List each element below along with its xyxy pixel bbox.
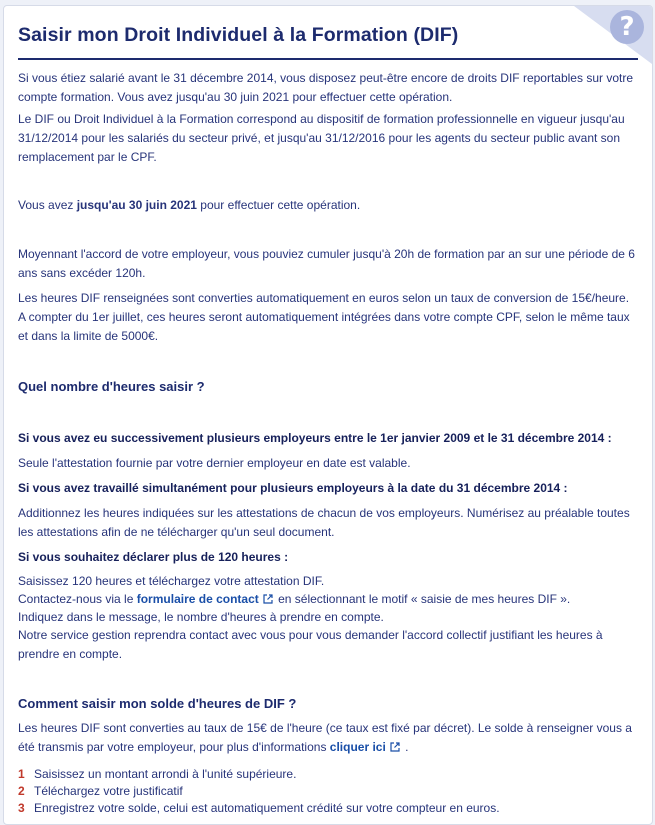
case2-title: Si vous avez travaillé simultanément pour plusieurs employeurs à la date du 31 décembre 2014 : (18, 481, 568, 495)
page-title: Saisir mon Droit Individuel à la Formation (DIF) (18, 24, 459, 46)
help-corner (572, 6, 652, 66)
case1-text: Seule l'attestation fournie par votre dernier employeur en date est valable. (18, 456, 411, 470)
intro-paragraph-4: Moyennant l'accord de votre employeur, vous pouviez cumuler jusqu'à 20h de formation par an sur une période de 6 ans sans excéder 120h. (18, 247, 635, 280)
intro-paragraph-2: Le DIF ou Droit Individuel à la Formation correspond au dispositif de formation professionnelle en vigueur jusqu'au 31/12/2014 pour les salariés du secteur privé, et jusqu'au 31/12/2016 pour les agents du secteur public avant son remplacement par le CPF. (18, 112, 625, 164)
contact-form-link[interactable]: formulaire de contact (136, 592, 259, 606)
intro-paragraph-1: Si vous étiez salarié avant le 31 décembre 2014, vous disposez peut-être encore de droits DIF reportables sur votre compte formation. Vous avez jusqu'au 30 juin 2021 pour effectuer cette opération. (18, 71, 633, 104)
case1-title: Si vous avez eu successivement plusieurs employeurs entre le 1er janvier 2009 et le 31 décembre 2014 : (18, 431, 612, 445)
intro-paragraph-5: Les heures DIF renseignées sont converties automatiquement en euros selon un taux de conversion de 15€/heure. A compter du 1er juillet, ces heures seront automatiquement intégrées dans votre compte CPF, selon le même taux et dans la limite de 5000€. (18, 291, 630, 343)
step-label: Téléchargez votre justificatif (34, 784, 183, 798)
case3-line1: Saisissez 120 heures et téléchargez votre attestation DIF. (18, 574, 325, 588)
balance-paragraph: Les heures DIF sont converties au taux de 15€ de l'heure (ce taux est fixé par décret). Le solde à renseigner vous a été transmis par votre employeur, pour plus d'informations cliquer ici . (18, 721, 632, 754)
step-number: 3 (18, 801, 25, 815)
step-label: Enregistrez votre solde, celui est automatiquement crédité sur votre compteur en euros. (34, 801, 500, 815)
step-number: 1 (18, 767, 25, 781)
more-info-link[interactable]: cliquer ici (329, 740, 386, 754)
case3-line2: Contactez-nous via le formulaire de contact en sélectionnant le motif « saisie de mes heures DIF ». (18, 592, 571, 606)
help-icon[interactable]: ? (610, 10, 644, 44)
case3-title: Si vous souhaitez déclarer plus de 120 heures : (18, 550, 289, 564)
case3-line3: Indiquez dans le message, le nombre d'heures à prendre en compte. (18, 610, 384, 624)
external-link-icon (390, 742, 400, 752)
step-label: Saisissez un montant arrondi à l'unité supérieure. (34, 767, 297, 781)
deadline-date: jusqu'au 30 juin 2021 (76, 198, 197, 212)
dif-info-panel (3, 5, 653, 825)
title-underline (18, 58, 638, 60)
external-link-icon (263, 594, 273, 604)
case2-text: Additionnez les heures indiquées sur les attestations de chacun de vos employeurs. Numérisez au préalable toutes les attestations afin de ne télécharger qu'un seul document. (18, 506, 630, 539)
step-number: 2 (18, 784, 25, 798)
deadline-paragraph: Vous avez jusqu'au 30 juin 2021 pour effectuer cette opération. (18, 198, 361, 212)
section-heading-balance: Comment saisir mon solde d'heures de DIF ? (18, 696, 297, 711)
section-heading-hours: Quel nombre d'heures saisir ? (18, 379, 205, 394)
list-item (18, 766, 638, 783)
steps-list (18, 766, 638, 817)
list-item (18, 800, 638, 817)
list-item (18, 783, 638, 800)
case3-line4: Notre service gestion reprendra contact avec vous pour vous demander l'accord collectif justifiant les heures à prendre en compte. (18, 628, 603, 661)
